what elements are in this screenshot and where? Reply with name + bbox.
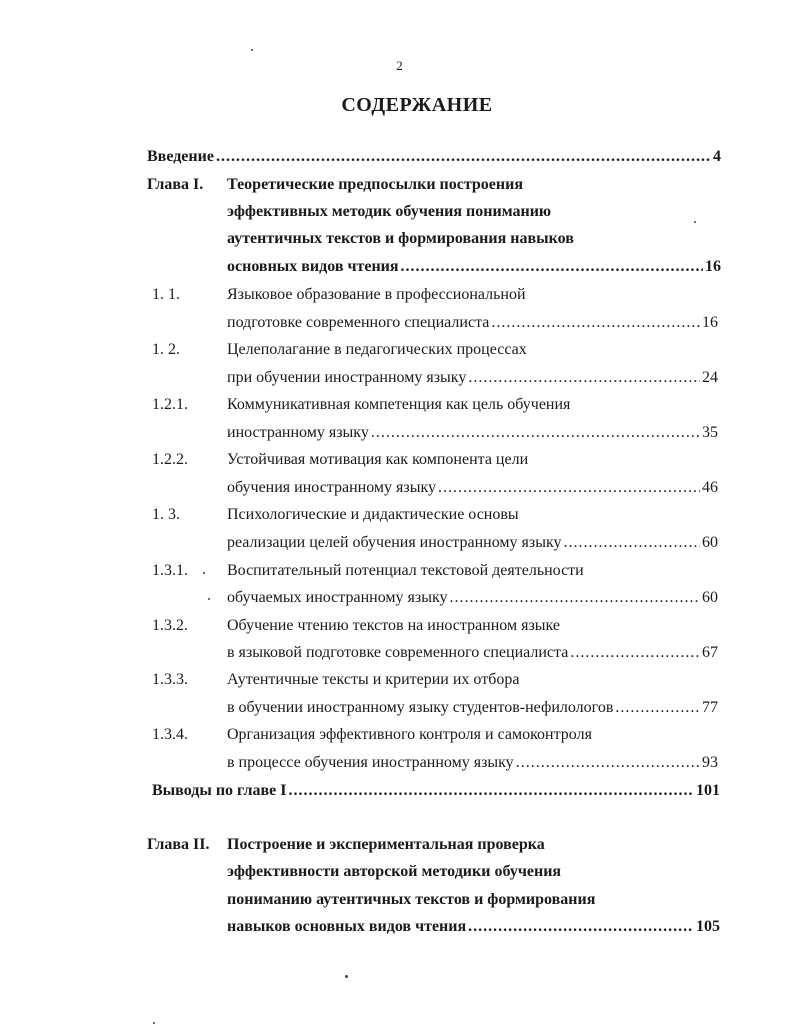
section-title-line: Коммуникативная компетенция как цель обучения (227, 396, 571, 413)
scan-speck (251, 49, 253, 51)
section-title-line: подготовке современного специалиста (227, 314, 490, 331)
page-title: СОДЕРЖАНИЕ (341, 94, 493, 116)
toc-page-number: 105 (696, 918, 720, 935)
toc-entry-label: Введение (147, 148, 214, 165)
scan-speck (345, 975, 348, 978)
chapter-title-line: Построение и экспериментальная проверка (227, 836, 545, 853)
dot-leader (468, 364, 700, 391)
section-title-line: обучаемых иностранному языку (227, 589, 448, 606)
toc-page-number: 93 (702, 754, 718, 771)
dot-leader (216, 143, 711, 170)
section-title-line: Устойчивая мотивация как компонента цели (227, 451, 529, 468)
toc-entry-chapter-1[interactable] (227, 253, 721, 280)
dot-leader (288, 777, 694, 804)
dot-leader (491, 309, 700, 336)
page-number: 2 (396, 58, 403, 73)
chapter-title-line: Теоретические предпосылки построения (227, 176, 523, 193)
toc-entry-intro[interactable] (147, 143, 721, 170)
chapter-title-line: эффективных методик обучения пониманию (227, 203, 552, 220)
chapter-number: Глава II. (147, 836, 210, 853)
section-number: 1.3.4. (152, 726, 188, 743)
toc-page-number: 4 (713, 148, 721, 165)
section-title-line: Целеполагание в педагогических процессах (227, 341, 527, 358)
toc-entry-section[interactable] (227, 694, 718, 721)
section-number: 1.3.1. (152, 562, 188, 579)
toc-page-number: 35 (702, 424, 718, 441)
section-title-line: Организация эффективного контроля и самоконтроля (227, 726, 592, 743)
chapter-title-line: пониманию аутентичных текстов и формирования (227, 891, 596, 908)
section-title-line: реализации целей обучения иностранному языку (227, 534, 562, 551)
chapter-title-line: навыков основных видов чтения (227, 918, 467, 935)
dot-leader (371, 419, 700, 446)
dot-leader (450, 584, 701, 611)
chapter-title-line: эффективности авторской методики обучения (227, 863, 562, 880)
toc-page-number: 16 (705, 258, 721, 275)
toc-page-number: 101 (696, 782, 720, 799)
section-number: 1.3.3. (152, 671, 188, 688)
dot-leader (438, 474, 700, 501)
dot-leader (570, 639, 700, 666)
scan-speck (694, 221, 696, 223)
toc-entry-section[interactable] (227, 529, 718, 556)
toc-entry-conclusions[interactable] (152, 777, 720, 804)
section-title-line: Обучение чтению текстов на иностранном языке (227, 617, 561, 634)
section-title-line: Языковое образование в профессиональной (227, 286, 526, 303)
toc-entry-section[interactable] (227, 364, 718, 391)
toc-page-number: 60 (702, 534, 718, 551)
section-title-line: в языковой подготовке современного специалиста (227, 644, 569, 661)
section-title-line: при обучении иностранному языку (227, 369, 467, 386)
scan-speck (153, 1022, 155, 1024)
toc-entry-section[interactable] (227, 584, 718, 611)
chapter-number: Глава I. (147, 176, 204, 193)
toc-page-number: 24 (702, 369, 718, 386)
section-title-line: Воспитательный потенциал текстовой деятельности (227, 562, 584, 579)
toc-entry-section[interactable] (227, 474, 718, 501)
section-number: 1. 2. (152, 341, 180, 358)
toc-page-number: 67 (702, 644, 718, 661)
toc-entry-section[interactable] (227, 309, 718, 336)
chapter-title-line: основных видов чтения (227, 258, 399, 275)
section-number: 1. 3. (152, 506, 180, 523)
section-title-line: Аутентичные тексты и критерии их отбора (227, 671, 520, 688)
scan-speck (203, 572, 205, 574)
dot-leader (516, 749, 700, 776)
toc-entry-section[interactable] (227, 749, 718, 776)
toc-entry-label: Выводы по главе I (152, 782, 287, 799)
section-title-line: иностранному языку (227, 424, 369, 441)
section-number: 1.2.1. (152, 396, 188, 413)
dot-leader (615, 694, 700, 721)
toc-entry-section[interactable] (227, 419, 718, 446)
section-title-line: обучения иностранному языку (227, 479, 436, 496)
toc-page-number: 77 (702, 699, 718, 716)
dot-leader (468, 913, 694, 940)
dot-leader (401, 253, 703, 280)
toc-entry-chapter-2[interactable] (227, 913, 720, 940)
toc-entry-section[interactable] (227, 639, 718, 666)
section-title-line: Психологические и дидактические основы (227, 506, 519, 523)
toc-page-number: 46 (702, 479, 718, 496)
section-number: 1.2.2. (152, 451, 188, 468)
dot-leader (564, 529, 700, 556)
scan-speck (208, 598, 210, 600)
section-number: 1.3.2. (152, 617, 188, 634)
chapter-title-line: аутентичных текстов и формирования навыков (227, 230, 574, 247)
toc-page-number: 60 (702, 589, 718, 606)
section-number: 1. 1. (152, 286, 180, 303)
toc-page-number: 16 (702, 314, 718, 331)
section-title-line: в обучении иностранному языку студентов-нефилологов (227, 699, 614, 716)
section-title-line: в процессе обучения иностранному языку (227, 754, 514, 771)
